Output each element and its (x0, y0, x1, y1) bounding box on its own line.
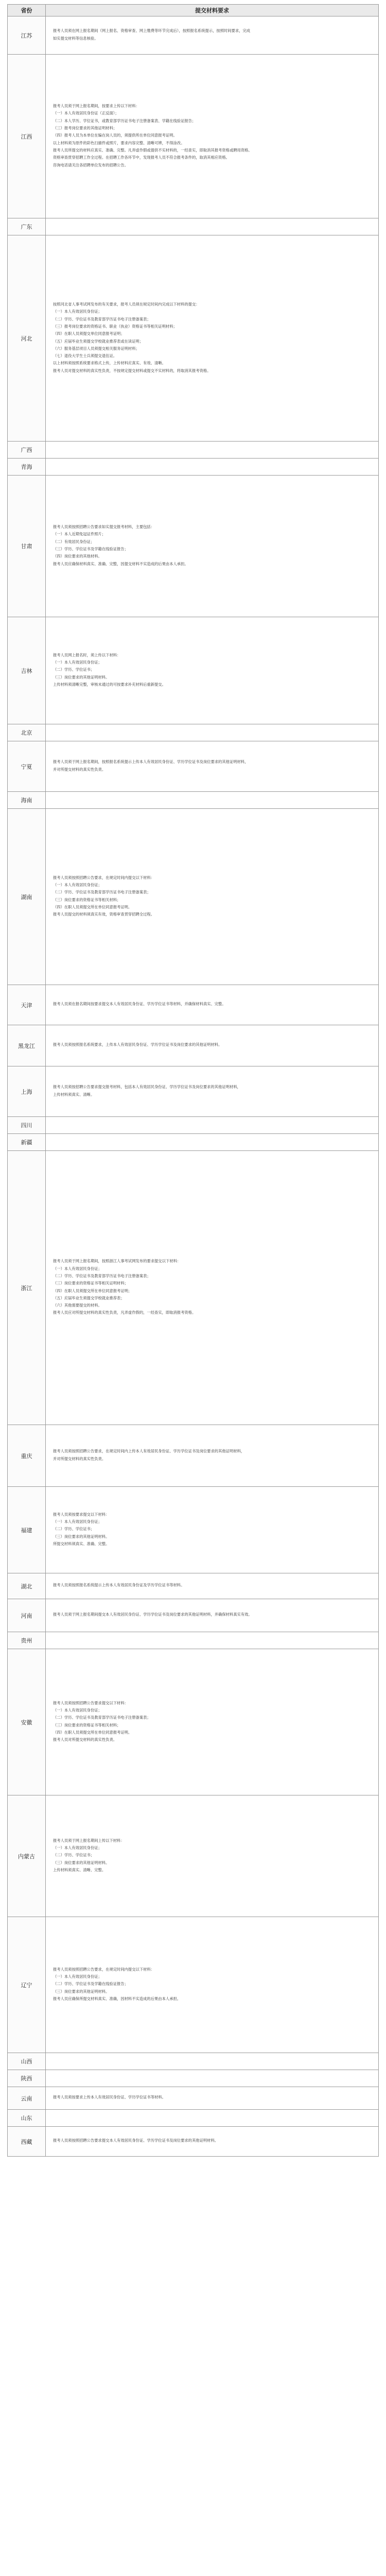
requirement-cell (46, 2087, 379, 2110)
requirement-cell (46, 809, 379, 985)
header-province: 省份 (8, 5, 46, 16)
table-row (8, 1649, 379, 1795)
table-row (8, 2053, 379, 2070)
requirement-cell (46, 1599, 379, 1632)
province-cell: 陕西 (8, 2070, 46, 2087)
requirement-cell (46, 2127, 379, 2157)
table-row (8, 1487, 379, 1573)
requirement-line: （一）本人有效居民身份证； (53, 660, 102, 665)
requirement-line: （三）报考岗位要求的其他证明材料； (53, 126, 117, 131)
requirement-line: （三）学历、学位证书及学籍在线验证报告； (53, 547, 128, 551)
requirement-cell (46, 1134, 379, 1151)
province-cell: 山西 (8, 2053, 46, 2070)
table-row (8, 617, 379, 724)
requirement-line: （一）本人有效居民身份证； (53, 1974, 102, 1979)
requirement-line: （三）岗位要求的其他证明材料。 (53, 1534, 110, 1539)
table-row (8, 16, 379, 55)
table-row (8, 1151, 379, 1425)
requirement-line: （四）报考人员为本单位在编在岗人员的，须提供所在单位同意报考证明。 (53, 133, 177, 138)
requirement-cell (46, 235, 379, 442)
table-row (8, 2070, 379, 2087)
requirement-line: （三）岗位要求的其他证明材料。 (53, 1989, 110, 1994)
requirement-cell (46, 1117, 379, 1134)
requirement-cell (46, 442, 379, 459)
requirement-line: 报考人员提交的材料须真实有效，资格审查贯穿招聘全过程。 (53, 912, 155, 917)
requirement-line: （三）报考岗位要求的资格证书、职业（执业）资格证书等相关证明材料； (53, 324, 177, 329)
requirement-line: 报考人员应确保所提交材料真实、准确，因材料不实造成的后果由本人承担。 (53, 1996, 181, 2001)
province-cell: 福建 (8, 1487, 46, 1573)
requirement-line: 资格审查贯穿招聘工作全过程。在招聘工作各环节中，发现报考人员不符合报考条件的，取消其相应资格。 (53, 155, 230, 160)
requirement-line: （二）学历、学位证书； (53, 1853, 95, 1858)
province-cell: 云南 (8, 2087, 46, 2110)
requirement-line: 并对所提交材料的真实性负责。 (53, 1456, 106, 1461)
province-cell: 浙江 (8, 1151, 46, 1425)
requirement-cell (46, 985, 379, 1025)
requirement-line: 以上材料须为原件的彩色扫描件或照片，要求内容完整、清晰可辨，不得涂改。 (53, 140, 185, 145)
requirement-line: （一）本人有效居民身份证； (53, 1519, 102, 1524)
table-row (8, 1573, 379, 1599)
requirements-table (7, 4, 379, 2157)
requirement-line: （七）退役大学生士兵须提交退伍证。 (53, 353, 117, 359)
requirement-cell (46, 16, 379, 55)
requirement-line: 报考人员须按照报名系统要求，上传本人有效居民身份证、学历学位证书及岗位要求的其他证明材料。 (53, 1042, 222, 1047)
requirement-line: 报考人员所提交的材料应真实、准确、完整。凡弄虚作假或提供不实材料的，一经查实，即取消其报考资格或聘用资格。 (53, 147, 252, 152)
requirement-line: 报考人员须按照招聘公告要求提交本人有效居民身份证、学历学位证书及岗位要求的其他证明材料。 (53, 2138, 219, 2143)
province-cell: 青海 (8, 459, 46, 476)
province-cell: 安徽 (8, 1649, 46, 1795)
requirement-line: 报考人员须按照招聘公告要求如实提交报考材料，主要包括： (53, 524, 155, 530)
requirement-line: 报考人员须在报名期间按要求提交本人有效居民身份证、学历学位证书等材料，并确保材料真实、完整。 (53, 1002, 226, 1007)
requirement-line: （四）在职人员须提交单位同意报考证明； (53, 331, 125, 336)
province-cell: 北京 (8, 724, 46, 741)
province-cell: 湖南 (8, 809, 46, 985)
requirement-line: （一）本人有效居民身份证； (53, 309, 102, 314)
requirement-cell (46, 476, 379, 617)
table-row (8, 985, 379, 1025)
province-cell: 内蒙古 (8, 1795, 46, 1917)
province-cell: 四川 (8, 1117, 46, 1134)
requirement-cell (46, 1573, 379, 1599)
requirement-cell (46, 218, 379, 235)
requirement-line: 报考人员须于网上报名期间提交本人有效居民身份证、学历学位证书及岗位要求的其他证明材料，并确保材料真实有效。 (53, 1612, 252, 1617)
requirement-line: （三）岗位要求的其他证明材料。 (53, 1860, 110, 1865)
table-body (8, 16, 379, 2157)
requirement-line: （一）本人近期免冠证件照片； (53, 532, 106, 537)
province-cell: 辽宁 (8, 1917, 46, 2053)
requirement-line: （三）岗位要求的资格证书等相关证明材料； (53, 1281, 128, 1286)
table-row (8, 2110, 379, 2127)
table-row (8, 218, 379, 235)
province-cell: 湖北 (8, 1573, 46, 1599)
requirement-line: （一）本人有效居民身份证； (53, 882, 102, 887)
table-row (8, 1425, 379, 1487)
province-cell: 河南 (8, 1599, 46, 1632)
table-row (8, 809, 379, 985)
requirement-line: （二）学历、学位证书及教育部学历证书电子注册备案表； (53, 890, 151, 895)
requirement-line: （三）岗位要求的资格证书等相关材料； (53, 897, 121, 902)
requirement-line: （一）本人有效居民身份证（正反面）； (53, 111, 119, 116)
table-row (8, 1917, 379, 2053)
requirement-cell (46, 2053, 379, 2070)
requirement-line: （二）有效居民身份证； (53, 539, 95, 544)
requirement-cell (46, 1649, 379, 1795)
province-cell: 山东 (8, 2110, 46, 2127)
requirement-line: 所提交材料须真实、准确、完整。 (53, 1541, 110, 1546)
requirement-cell (46, 724, 379, 741)
table-row (8, 235, 379, 442)
requirement-cell (46, 617, 379, 724)
table-row (8, 1117, 379, 1134)
requirement-line: 如实提交材料等信息核验。 (53, 36, 98, 41)
province-cell: 西藏 (8, 2127, 46, 2157)
requirement-line: 报考人员对提交材料的真实性负责，不按规定提交材料或提交不实材料的，将取消其报考资格。 (53, 368, 211, 373)
table-row (8, 442, 379, 459)
requirement-line: 报考人员须按照报名系统提示上传本人有效居民身份证及学历学位证书等材料。 (53, 1583, 185, 1588)
requirement-cell (46, 741, 379, 792)
table-row (8, 2127, 379, 2157)
requirement-line: （四）在职人员须提交所在单位同意报考证明。 (53, 904, 132, 909)
requirement-line: 上传材料须真实、清晰、完整。 (53, 1867, 106, 1872)
requirement-cell (46, 1487, 379, 1573)
requirement-line: （六）其他需要提交的材料。 (53, 1303, 102, 1308)
province-cell: 广西 (8, 442, 46, 459)
requirement-line: （四）在职人员须提交所在单位同意报考证明； (53, 1288, 132, 1293)
requirement-cell (46, 459, 379, 476)
requirement-line: （二）学历、学位证书及教育部学历证书电子注册备案表； (53, 1273, 151, 1278)
table-row (8, 2087, 379, 2110)
requirement-line: （一）本人有效居民身份证； (53, 1845, 102, 1851)
requirement-line: （四）在职人员须提交所在单位同意报考证明。 (53, 1730, 132, 1735)
table-row (8, 1795, 379, 1917)
requirement-line: 以上材料须按照系统要求格式上传，上传材料应真实、有效、清晰。 (53, 361, 166, 366)
requirement-line: 报考人员须于网上报名期间，按要求上传以下材料： (53, 104, 139, 109)
requirement-line: （五）应届毕业生须提交学校就业推荐表或在读证明； (53, 338, 144, 344)
requirement-line: （五）应届毕业生须提交学校就业推荐表； (53, 1295, 125, 1300)
requirement-cell (46, 1025, 379, 1066)
requirement-line: 报考人员须按照招聘公告要求，在规定时间内提交以下材料： (53, 875, 155, 880)
province-cell: 广东 (8, 218, 46, 235)
province-cell: 甘肃 (8, 476, 46, 617)
requirement-line: （一）本人有效居民身份证； (53, 1707, 102, 1713)
requirement-cell (46, 2070, 379, 2087)
requirement-line: 上传材料须真实、清晰。 (53, 1092, 95, 1097)
requirement-line: （一）本人有效居民身份证； (53, 1266, 102, 1271)
requirement-cell (46, 792, 379, 809)
requirement-line: 报考人员须在网上报名期间（网上报名、资格审查、网上缴费等环节完成后），按照报名系统提示，按照时间要求，完成 (53, 28, 251, 33)
requirement-line: 并对所提交材料的真实性负责。 (53, 767, 106, 772)
requirement-line: 报考人员对所提交材料的真实性负责。 (53, 1737, 117, 1742)
province-cell: 海南 (8, 792, 46, 809)
province-cell: 天津 (8, 985, 46, 1025)
requirement-cell (46, 1795, 379, 1917)
province-cell: 贵州 (8, 1632, 46, 1649)
requirement-line: 报考人员网上报名时，须上传以下材料： (53, 652, 121, 657)
requirement-line: （三）岗位要求的资格证书等相关材料； (53, 1722, 121, 1727)
province-cell: 江西 (8, 55, 46, 218)
requirement-line: （二）学历、学位证书； (53, 1527, 95, 1532)
table-row (8, 1134, 379, 1151)
requirement-line: （二）本人学历、学位证书，或教育部学历证书电子注册备案表、学籍在线验证报告； (53, 118, 196, 123)
requirement-cell (46, 1917, 379, 2053)
table-row (8, 724, 379, 741)
province-cell: 重庆 (8, 1425, 46, 1487)
requirement-cell (46, 1425, 379, 1487)
table-row (8, 1632, 379, 1649)
province-cell: 吉林 (8, 617, 46, 724)
requirement-line: 报考人员应确保材料真实、准确、完整，因提交材料不实造成的后果由本人承担。 (53, 561, 188, 566)
requirement-line: 报考人员须于网上报名期间上传以下材料： (53, 1838, 125, 1843)
province-cell: 黑龙江 (8, 1025, 46, 1066)
requirement-line: （四）岗位要求的其他材料。 (53, 554, 102, 559)
requirement-cell (46, 2110, 379, 2127)
table-row (8, 55, 379, 218)
table-header-row (8, 5, 379, 16)
table-row (8, 741, 379, 792)
table-row (8, 476, 379, 617)
requirement-line: 报考人员须按照招聘公告要求，在规定时间内提交以下材料： (53, 1967, 155, 1972)
table-row (8, 1025, 379, 1066)
requirement-line: 报考人员须按要求提交以下材料： (53, 1512, 110, 1517)
province-cell: 宁夏 (8, 741, 46, 792)
requirement-line: 按照河北省人事考试网发布的有关要求，报考人员须在规定时间内完成以下材料的提交： (53, 302, 200, 307)
province-cell: 新疆 (8, 1134, 46, 1151)
requirement-cell (46, 1066, 379, 1117)
requirement-line: 报考人员须按招聘公告要求提交报考材料，包括本人有效居民身份证、学历学位证书及岗位要求的其他证明材料， (53, 1084, 241, 1090)
requirement-cell (46, 1632, 379, 1649)
requirement-cell (46, 1151, 379, 1425)
requirement-line: 咨询电话请关注各招聘单位发布的招聘公告。 (53, 162, 128, 167)
requirement-line: （二）学历、学位证书及教育部学历证书电子注册备案表； (53, 1715, 151, 1720)
table-row (8, 792, 379, 809)
requirement-line: （三）岗位要求的其他证明材料。 (53, 674, 110, 680)
province-cell: 上海 (8, 1066, 46, 1117)
requirement-line: 报考人员须按要求上传本人有效居民身份证、学历学位证书等材料。 (53, 2095, 166, 2100)
requirement-line: 报考人员须按照招聘公告要求提交以下材料： (53, 1700, 128, 1705)
table-row (8, 459, 379, 476)
requirement-cell (46, 55, 379, 218)
requirement-line: 上传材料须清晰完整，审核未通过的可按要求补充材料后重新提交。 (53, 682, 166, 687)
requirement-line: （二）学历、学位证书； (53, 667, 95, 672)
requirement-line: 报考人员须按照招聘公告要求，在规定时间内上传本人有效居民身份证、学历学位证书及岗位要求的其他证明材料， (53, 1449, 245, 1454)
header-requirement: 提交材料要求 (46, 5, 379, 16)
requirement-line: （六）服务基层项目人员须提交相关服务证明材料； (53, 346, 139, 351)
table-row (8, 1066, 379, 1117)
province-cell: 江苏 (8, 16, 46, 55)
requirement-line: 报考人员须于网上报名期间，按照浙江人事考试网发布的要求提交以下材料： (53, 1259, 181, 1264)
province-cell: 河北 (8, 235, 46, 442)
requirement-line: 报考人员应对所提交材料的真实性负责，凡弄虚作假的，一经查实，即取消报考资格。 (53, 1310, 196, 1315)
requirement-line: （二）学历、学位证书及教育部学历证书电子注册备案表； (53, 316, 151, 321)
table-row (8, 1599, 379, 1632)
requirement-line: 报考人员须于网上报名期间，按照报名系统提示上传本人有效居民身份证、学历学位证书及岗位要求的其他证明材料， (53, 759, 249, 765)
requirement-line: （二）学历、学位证书及学籍在线验证报告； (53, 1981, 128, 1987)
